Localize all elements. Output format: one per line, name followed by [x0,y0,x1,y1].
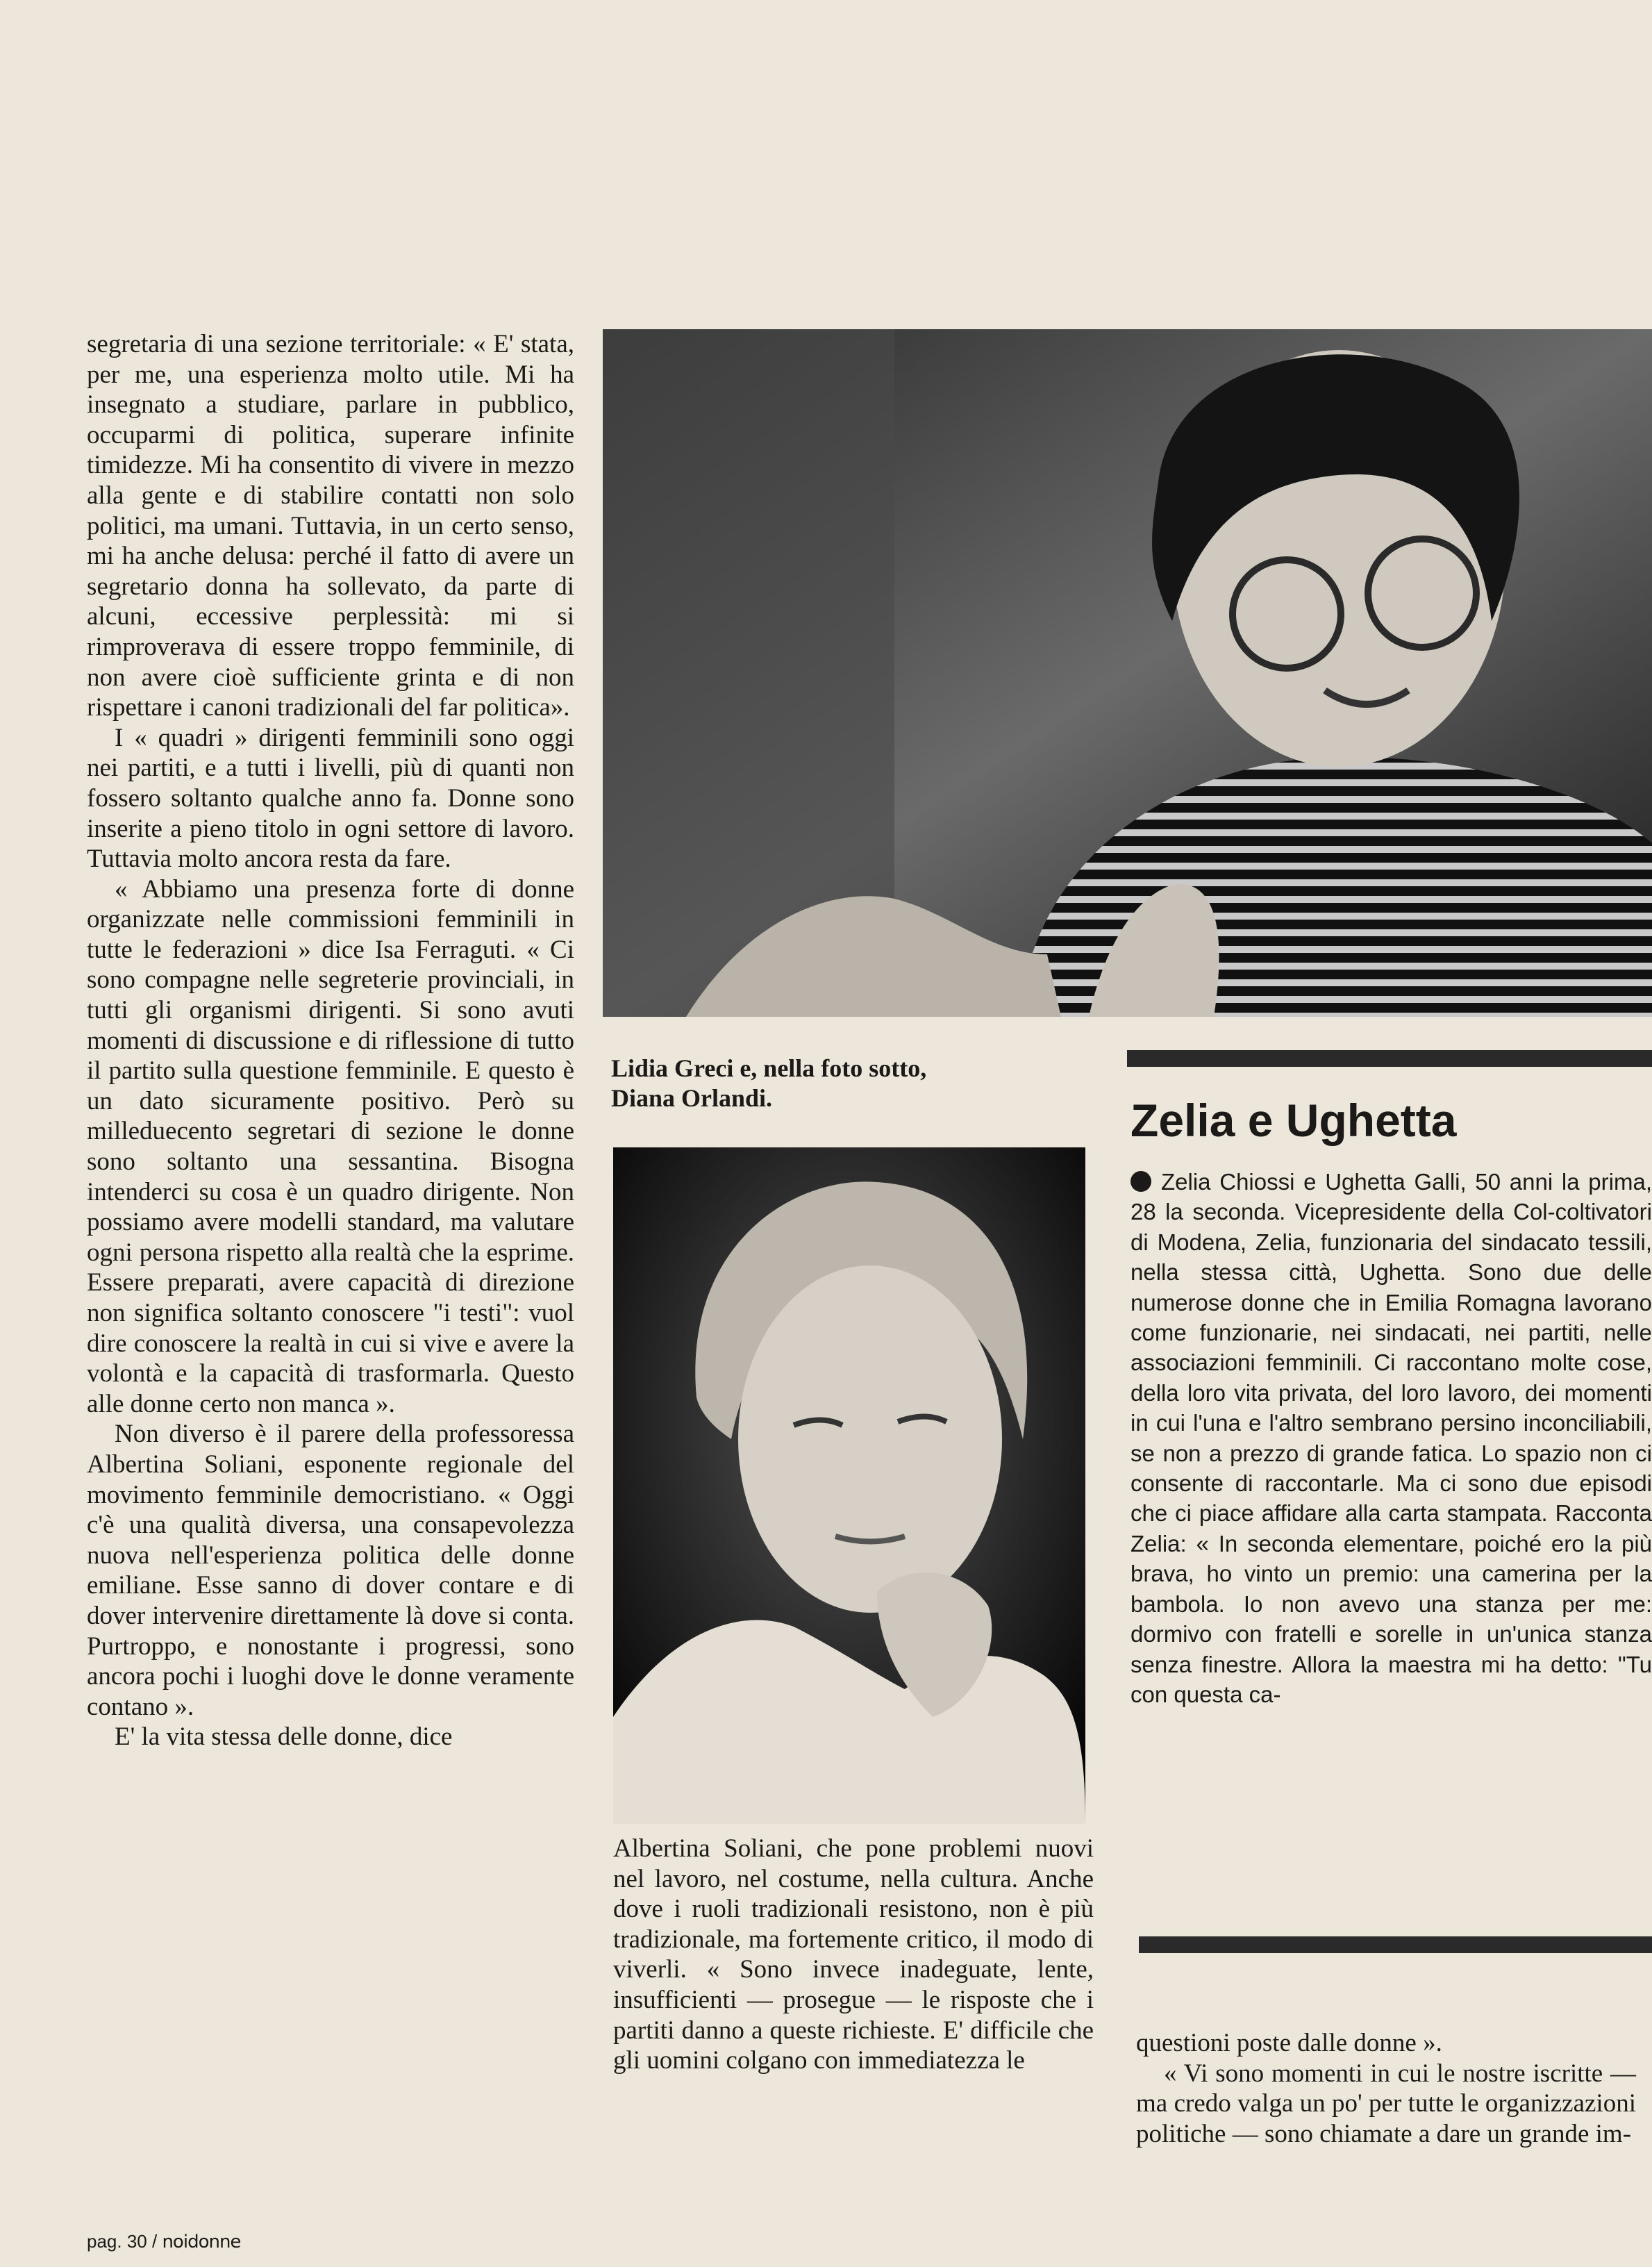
footer-separator: / [151,2231,158,2252]
left-column [87,329,574,1752]
box-bottom-rule [1139,1936,1652,1953]
page-footer [87,2231,240,2252]
box-text: Zelia Chiossi e Ughetta Galli, 50 anni la prima, 28 la seconda. Vicepresidente della Col-coltivatori di Modena, Zelia, funzionaria del sindacato tessili, nella stessa città, Ughetta. Sono due delle numerose donne che in Emilia Romagna lavorano come funzionarie, nei sindacati, nei partiti, nelle associazioni femminili. Ci raccontano molte cose, della loro vita privata, del loro lavoro, dei momenti in cui l'una e l'altro sembrano persino inconciliabili, se non a prezzo di grande fatica. Lo spazio non ci consente di raccontarle. Ma ci sono due episodi che ci piace affidare alla carta stampata. Racconta Zelia: « In seconda elementare, poiché ero la più brava, ho vinto un premio: una camerina per la bambola. Io non avevo una stanza per me: dormivo con fratelli e sorelle in un'unica stanza senza finestre. Allora la maestra mi ha detto: "Tu con questa ca- [1130,1169,1652,1707]
box-top-rule [1127,1050,1652,1067]
bullet-icon [1130,1171,1151,1192]
photo-lidia-greci [603,329,1652,1017]
paragraph: Albertina Soliani, che pone problemi nuovi nel lavoro, nel costume, nella cultura. Anche dove i ruoli tradizionali resistono, non è più tradizionale, ma fortemente critico, il modo di viverli. « Sono invece inadeguate, lente, insufficienti — prosegue — le risposte che i partiti danno a queste richieste. E' difficile che gli uomini colgano con immediatezza le [613,1834,1094,2075]
page-number: pag. 30 [87,2231,147,2252]
photo-caption: Lidia Greci e, nella foto sotto, Diana Orlandi. [611,1054,927,1112]
box-body [1130,1167,1652,1709]
photo-diana-orlandi [613,1147,1085,1824]
paragraph: questioni poste dalle donne ». [1136,2029,1442,2057]
paragraph: Non diverso è il parere della professoressa Albertina Soliani, esponente regionale del movimento femminile democristiano. « Oggi c'è una qualità diversa, una consapevolezza nuova nell'esperienza politica delle donne emiliane. Esse sanno di dover contare e di dover intervenire direttamente là dove si conta. Purtroppo, e nonostante i progressi, sono ancora pochi i luoghi dove le donne veramente contano ». [87,1420,574,1721]
paragraph: I « quadri » dirigenti femminili sono oggi nei partiti, e a tutti i livelli, più di quanti non fossero soltanto qualche anno fa. Donne sono inserite a pieno titolo in ogni settore di lavoro. Tuttavia molto ancora resta da fare. [87,723,574,874]
paragraph: segretaria di una sezione territoriale: « E' stata, per me, una esperienza molto utile. Mi ha insegnato a studiare, parlare in pubblico, occuparmi di politica, superare infinite timidezze. Mi ha consentito di vivere in mezzo alla gente e di stabilire contatti non solo politici, ma umani. Tuttavia, in un certo senso, mi ha anche delusa: perché il fatto di avere un segretario donna ha sollevato, da parte di alcuni, eccessive perplessità: mi si rimproverava di essere troppo femminile, di non avere cioè sufficiente grinta e di non rispettare i canoni tradizionali del far politica». [87,330,574,722]
box-title: Zelia e Ughetta [1130,1095,1457,1146]
paragraph: E' la vita stessa delle donne, dice [115,1722,453,1752]
paragraph: « Abbiamo una presenza forte di donne organizzate nelle commissioni femminili in tutte le federazioni » dice Isa Ferraguti. « Ci sono compagne nelle segreterie provinciali, in tutti gli organismi dirigenti. Si sono avuti momenti di discussione e di riflessione di tutto il partito sulla questione femminile. E questo è un dato sicuramente positivo. Però su milleduecento segretari di sezione le donne sono soltanto una sessantina. Bisogna intenderci su cosa è un quadro dirigente. Non possiamo avere modelli standard, ma valutare ogni persona rispetto alla realtà che la esprime. Essere preparati, avere capacità di direzione non significa soltanto conoscere "i testi": vuol dire conoscere la realtà in cui si vive e avere la volontà e la capacità di trasformarla. Questo alle donne certo non manca ». [87,874,574,1418]
paragraph: « Vi sono momenti in cui le nostre iscritte — ma credo valga un po' per tutte le organizzazioni politiche — sono chiamate a dare un grande im- [1136,2059,1636,2148]
magazine-name: noidonne [162,2232,241,2252]
right-column [1136,2028,1636,2149]
middle-column [613,1834,1094,2076]
